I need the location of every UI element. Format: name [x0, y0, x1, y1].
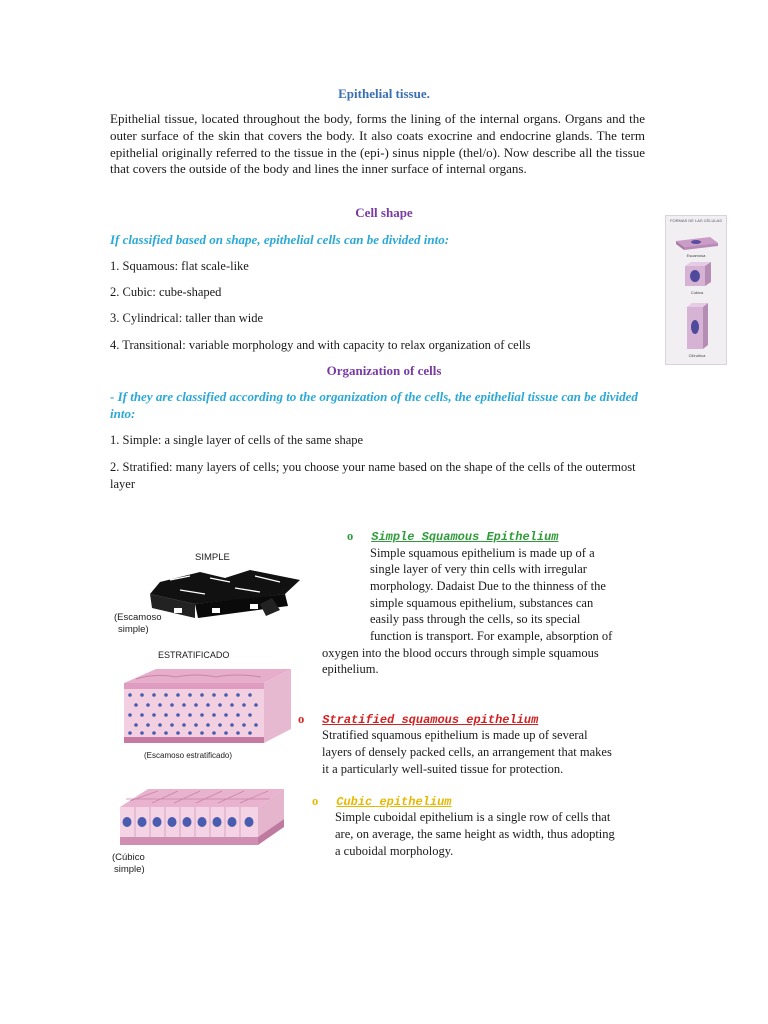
cubic-caption-1: (Cúbico	[112, 852, 145, 863]
cubic-heading: Cubic epithelium	[336, 795, 452, 809]
simple-caption-1: (Escamoso	[114, 612, 162, 623]
page-title: Epithelial tissue.	[338, 86, 430, 101]
stratified-text-line: Stratified squamous epithelium is made up of several	[322, 728, 588, 742]
simple-squamous-text-line: single layer of very thin cells with irregular	[370, 562, 587, 576]
squamous-shape-label: Escamosa	[686, 253, 706, 258]
cell-shape-item: 3. Cylindrical: taller than wide	[110, 311, 264, 325]
stratified-label: ESTRATIFICADO	[158, 650, 230, 660]
stratified-squamous-figure	[110, 645, 306, 765]
stratified-heading: Stratified squamous epithelium	[322, 713, 539, 727]
stratified-squamous-illustration	[116, 663, 296, 751]
cylindrical-shape-label: Cilíndrica	[688, 353, 706, 358]
stratified-text-line: it a particularly well-suited tissue for protection.	[322, 762, 564, 776]
simple-squamous-figure	[110, 540, 306, 640]
simple-squamous-heading: Simple Squamous Epithelium	[371, 530, 559, 544]
cubic-text-line: are, on average, the same height as width, thus adopting	[335, 827, 615, 841]
cubic-figure	[110, 785, 306, 880]
bullet-icon: o	[312, 794, 319, 808]
cell-shape-intro: If classified based on shape, epithelial cells can be divided into:	[110, 232, 450, 247]
simple-squamous-text-line: simple squamous epithelium, substances can	[370, 596, 594, 610]
cell-shape-item: 4. Transitional: variable morphology and with capacity to relax organization of cells	[110, 338, 531, 352]
simple-squamous-text-line: epithelium.	[322, 662, 379, 676]
simple-squamous-text-line: oxygen into the blood occurs through simple squamous	[322, 646, 599, 660]
organization-heading: Organization of cells	[326, 363, 442, 378]
cell-shape-heading: Cell shape	[355, 205, 413, 220]
organization-item: 1. Simple: a single layer of cells of the same shape	[110, 433, 364, 447]
bullet-icon: o	[298, 712, 305, 726]
cubic-heading-row	[312, 792, 451, 810]
cell-shapes-illustration	[666, 223, 726, 363]
cubic-text-line: Simple cuboidal epithelium is a single row of cells that	[335, 810, 611, 824]
cubic-text-line: a cuboidal morphology.	[335, 844, 454, 858]
simple-squamous-text-line: function is transport. For example, absorption of	[370, 629, 613, 643]
cell-shapes-figure	[665, 215, 727, 365]
simple-squamous-text-line: Simple squamous epithelium is made up of a	[370, 546, 595, 560]
organization-intro: - If they are classified according to the organization of the cells, the epithelial tissue can be divided into:	[110, 389, 638, 421]
organization-item: 2. Stratified: many layers of cells; you choose your name based on the shape of the cells of the outermost layer	[110, 460, 636, 491]
cubic-shape-label: Cúbica	[690, 290, 704, 295]
cubic-illustration	[112, 785, 290, 851]
cell-shapes-figure-title: FORMAS DE LAS CÉLULAS	[670, 218, 722, 223]
simple-label: SIMPLE	[195, 552, 230, 563]
simple-caption-2: simple)	[118, 624, 149, 635]
intro-paragraph: Epithelial tissue, located throughout the body, forms the lining of the internal organs. Organs and the outer surface of the skin that covers the body. It also coats exocrine and endocrine glands. The term epithelial originally referred to the tissue in the (epi-) sinus nipple (thel/o). Now describe all the tissue that covers the outside of the body and lines the inner surface of internal organs.	[110, 111, 645, 177]
bullet-icon: o	[347, 529, 354, 543]
stratified-text-line: layers of densely packed cells, an arrangement that makes	[322, 745, 612, 759]
cell-shape-item: 2. Cubic: cube-shaped	[110, 285, 222, 299]
simple-squamous-heading-row	[347, 527, 558, 545]
simple-squamous-text-line: easily pass through the cells, so its special	[370, 612, 581, 626]
stratified-heading-row	[298, 710, 538, 728]
cell-shape-item: 1. Squamous: flat scale-like	[110, 259, 249, 273]
simple-squamous-illustration	[140, 564, 310, 634]
simple-squamous-text-line: morphology. Dadaist Due to the thinness of the	[370, 579, 606, 593]
stratified-caption: (Escamoso estratificado)	[144, 751, 233, 760]
cubic-caption-2: simple)	[114, 864, 145, 875]
